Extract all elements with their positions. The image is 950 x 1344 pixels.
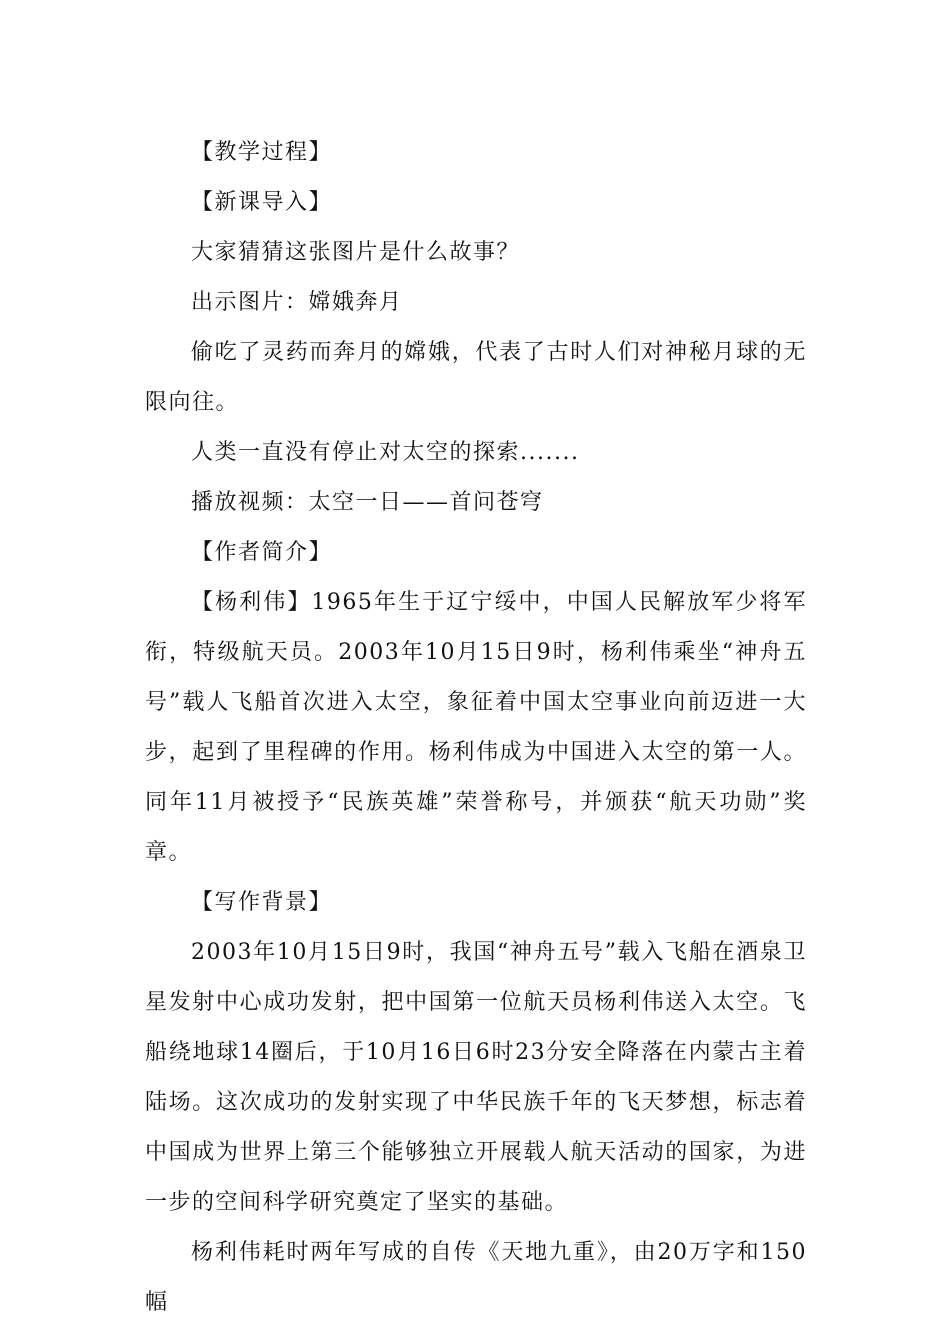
paragraph-show-picture: 出示图片：嫦娥奔月	[191, 290, 403, 315]
section-heading-lesson-intro: 【新课导入】	[191, 190, 333, 215]
section-heading-writing-background: 【写作背景】	[191, 890, 333, 915]
paragraph-author-bio: 【杨利伟】1965年生于辽宁绥中，中国人民解放军少将军衔，特级航天员。2003年10月15日9时，杨利伟乘坐“神舟五号”载人飞船首次进入太空，象征着中国太空事业向前迈进一大步，起到了里程碑的作用。杨利伟成为中国进入太空的第一人。同年11月被授予“民族英雄”荣誉称号，并颁获“航天功勋”奖章。	[145, 590, 807, 865]
section-heading-teaching-process: 【教学过程】	[191, 140, 333, 165]
document-body	[145, 128, 807, 1328]
section-heading-author-intro: 【作者简介】	[191, 540, 333, 565]
paragraph-autobiography: 杨利伟耗时两年写成的自传《天地九重》，由20万字和150幅	[145, 1240, 807, 1315]
paragraph-background: 2003年10月15日9时，我国“神舟五号”载入飞船在酒泉卫星发射中心成功发射，把中国第一位航天员杨利伟送入太空。飞船绕地球14圈后，于10月16日6时23分安全降落在内蒙古主着陆场。这次成功的发射实现了中华民族千年的飞天梦想，标志着中国成为世界上第三个能够独立开展载人航天活动的国家，为进一步的空间科学研究奠定了坚实的基础。	[145, 940, 807, 1215]
paragraph-play-video: 播放视频：太空一日——首问苍穹	[191, 490, 544, 515]
paragraph-guess-question: 大家猜猜这张图片是什么故事？	[191, 240, 521, 265]
paragraph-change-legend: 偷吃了灵药而奔月的嫦娥，代表了古时人们对神秘月球的无限向往。	[145, 340, 807, 415]
paragraph-space-exploration: 人类一直没有停止对太空的探索.......	[191, 440, 580, 465]
